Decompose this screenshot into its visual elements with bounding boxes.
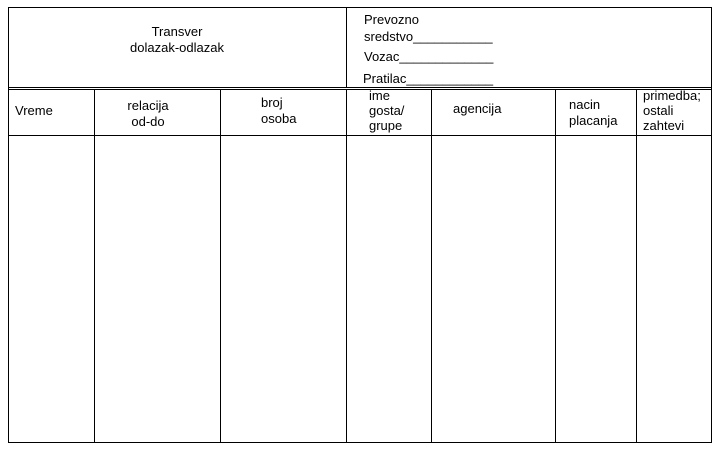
transfer-title-line1: Transver: [151, 24, 203, 39]
column-divider: [555, 89, 556, 443]
column-header-guest-line3: grupe: [369, 118, 403, 133]
column-header-payment-line2: placanja: [569, 113, 618, 128]
frame-right-line: [711, 7, 712, 443]
vehicle-field-line1: Prevozno: [364, 12, 419, 27]
driver-field: Vozac_____________: [364, 49, 494, 64]
column-divider: [346, 89, 347, 443]
column-header-bottom-line: [8, 135, 712, 136]
escort-field: Pratilac____________: [363, 71, 494, 86]
column-header-notes-line2: ostali: [643, 103, 674, 118]
frame-top-line: [8, 7, 712, 8]
column-header-payment: [569, 97, 617, 129]
column-header-notes: [643, 88, 701, 133]
column-header-agency: [453, 101, 501, 117]
transfer-title: [8, 24, 346, 56]
column-header-guest: [369, 88, 404, 133]
frame-left-line: [8, 7, 9, 443]
vehicle-field-line2: sredstvo___________: [364, 29, 493, 44]
header-separator-line: [8, 87, 712, 88]
column-header-guest-line1: ime: [369, 88, 390, 103]
column-header-notes-line3: zahtevi: [643, 118, 685, 133]
column-header-route-line2: od-do: [131, 114, 165, 129]
column-header-route-line1: relacija: [127, 98, 169, 113]
column-header-persons-line1: broj: [261, 95, 283, 110]
top-section-divider: [346, 7, 347, 88]
column-header-agency-label: agencija: [453, 101, 502, 116]
column-header-time: [15, 103, 53, 119]
column-header-payment-line1: nacin: [569, 97, 601, 112]
column-divider: [220, 89, 221, 443]
column-header-guest-line2: gosta/: [369, 103, 405, 118]
column-header-notes-line1: primedba;: [643, 88, 701, 103]
column-header-persons-line2: osoba: [261, 111, 297, 126]
column-divider: [636, 89, 637, 443]
header-separator-line-2: [8, 89, 712, 90]
column-header-persons: [261, 95, 296, 127]
frame-bottom-line: [8, 442, 712, 443]
column-divider: [94, 89, 95, 443]
column-header-route: [94, 98, 202, 130]
column-divider: [431, 89, 432, 443]
transfer-title-line2: dolazak-odlazak: [130, 40, 224, 55]
column-header-time-label: Vreme: [15, 103, 53, 118]
